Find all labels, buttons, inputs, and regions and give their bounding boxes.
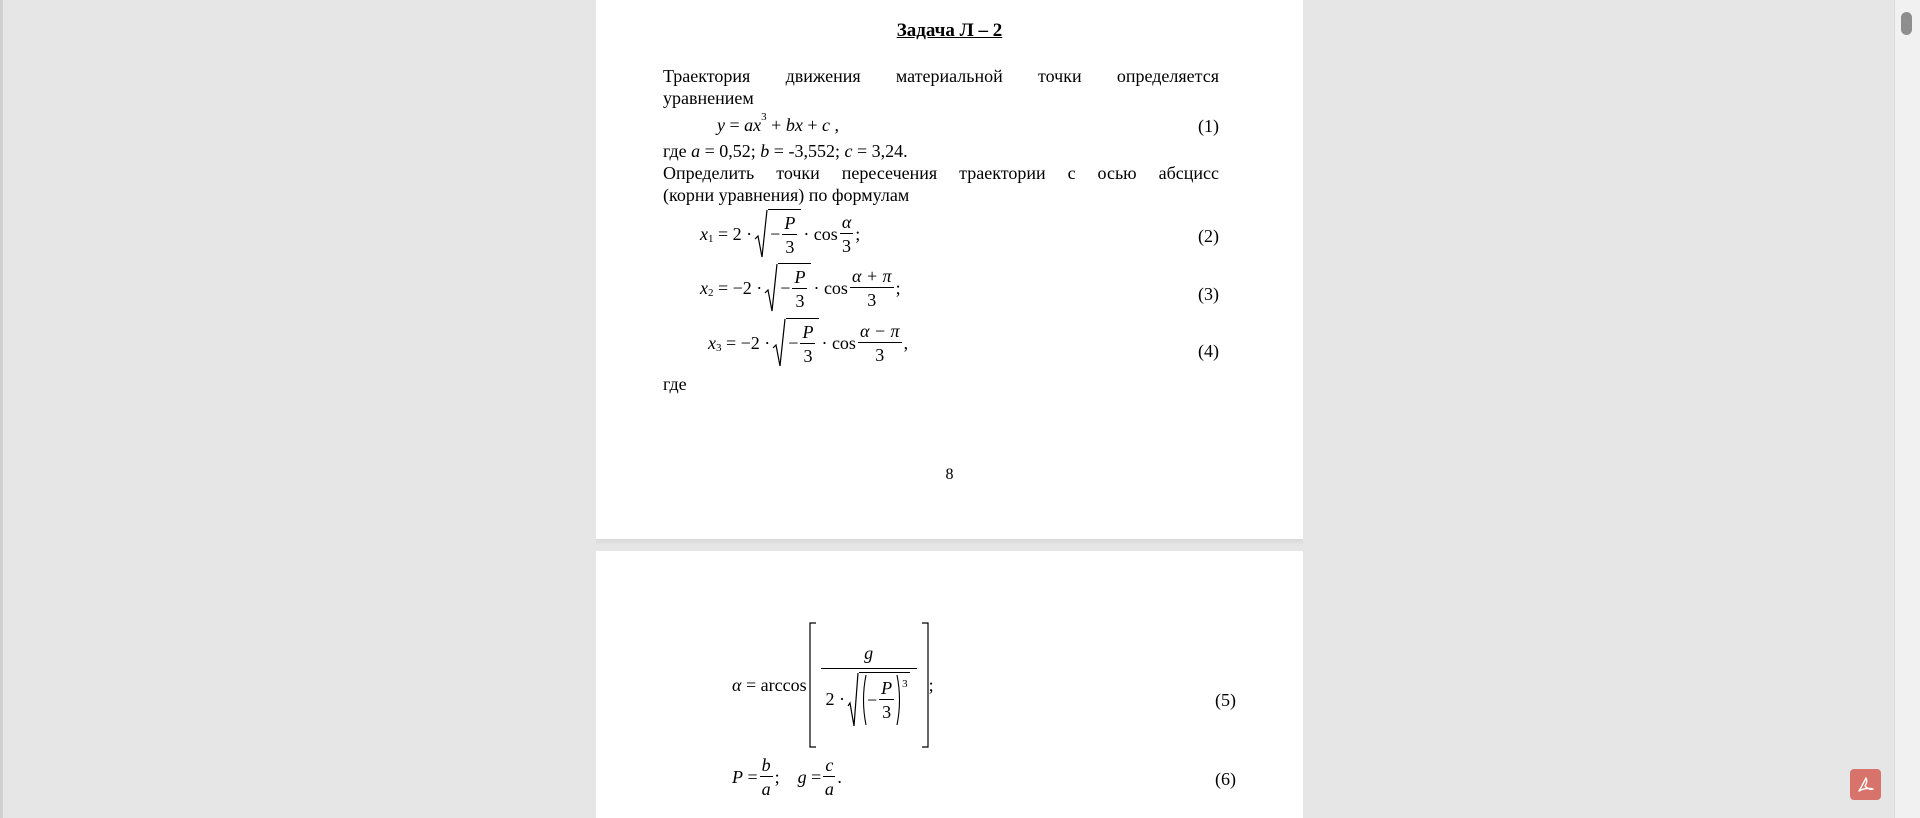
radical-sign-icon [754, 209, 768, 259]
eq4-tail: , [903, 332, 909, 353]
equation-1-number: (1) [1198, 116, 1219, 136]
eq4-sub: 3 [716, 342, 722, 354]
eq2-cos: · cos [803, 223, 838, 244]
equation-3-number: (3) [1198, 284, 1219, 304]
eq2-lhs: = 2 · [718, 223, 753, 244]
intro-line-2: уравнением [663, 88, 754, 108]
param-c-symbol: c [844, 141, 853, 161]
equation-6 [732, 751, 842, 803]
eq5-exp: 3 [902, 678, 908, 690]
eq5-P: P [881, 678, 893, 698]
eq1-tail: , [834, 115, 839, 135]
definition-line-1: Определить точки пересечения траектории с осью абсцисс [663, 163, 1219, 183]
eq5-tail: ; [928, 674, 934, 695]
eq6-a2: a [824, 779, 834, 799]
param-c-value: = 3,24. [856, 141, 908, 161]
eq5-lhs: = arccos [745, 674, 807, 695]
eq4-x: x [708, 332, 716, 353]
eq6-sep: ; [774, 766, 780, 787]
radical-sign-icon [847, 672, 859, 728]
eq2-tail: ; [855, 223, 861, 244]
intro-line-1: Траектория движения материальной точки определяется [663, 66, 1219, 86]
document-page-1 [596, 0, 1303, 539]
eq1-plus1: + [771, 115, 782, 135]
eq2-minus: − [770, 224, 781, 244]
eq5-two: 2 · [825, 689, 845, 709]
eq3-P: P [794, 266, 806, 287]
eq1-x: x [753, 115, 762, 135]
eq1-exp: 3 [761, 110, 767, 123]
eq3-lhs: = −2 · [718, 277, 763, 298]
equation-6-number: (6) [1215, 769, 1236, 789]
param-b-symbol: b [760, 141, 770, 161]
eq4-three: 3 [803, 345, 813, 366]
eq2-x: x [700, 223, 708, 244]
eq6-P: P [732, 766, 743, 787]
eq4-lhs: = −2 · [726, 332, 771, 353]
eq3-numerator: α + π [851, 266, 892, 286]
eq3-cos: · cos [813, 277, 848, 298]
right-bracket-icon [921, 622, 929, 748]
eq1-y: y [717, 115, 725, 135]
document-page-2 [596, 551, 1303, 818]
eq2-P: P [784, 212, 796, 233]
eq6-eq: = [747, 766, 758, 787]
eq5-g: g [864, 642, 874, 663]
equation-1 [717, 110, 839, 136]
eq5-sqrt [847, 672, 910, 728]
eq4-sqrt [772, 318, 819, 368]
eq3-sub: 2 [708, 287, 714, 299]
eq2-three: 3 [785, 236, 795, 257]
pdf-icon[interactable] [1850, 769, 1881, 800]
eq1-plus2: + [807, 115, 818, 135]
eq4-numerator: α − π [859, 321, 900, 341]
eq5-bracket-group [809, 622, 929, 748]
eq3-x: x [700, 277, 708, 298]
eq6-a: a [761, 779, 771, 799]
definition-line-2: (корни уравнения) по формулам [663, 185, 910, 205]
equation-4 [708, 318, 908, 368]
params-where: где [663, 141, 687, 161]
page-number: 8 [945, 466, 954, 483]
eq1-c: c [821, 115, 830, 135]
eq3-sqrt [764, 263, 811, 313]
equation-5-number: (5) [1215, 690, 1236, 710]
param-a-value: = 0,52; [704, 141, 756, 161]
eq4-three2: 3 [875, 345, 885, 365]
eq4-P: P [802, 321, 814, 342]
eq6-tail: . [837, 766, 842, 787]
eq6-b: b [761, 755, 771, 775]
eq1-x2: x [794, 115, 803, 135]
eq3-minus: − [780, 278, 791, 298]
task-title: Задача Л – 2 [896, 20, 1003, 41]
param-a-symbol: a [691, 141, 701, 161]
where-label: где [663, 374, 687, 394]
eq1-b: b [785, 115, 795, 135]
eq2-sub: 1 [708, 233, 714, 245]
eq6-eq2: = [811, 766, 822, 787]
eq6-g: g [797, 766, 807, 787]
eq4-minus: − [788, 333, 799, 353]
equation-3 [700, 263, 901, 313]
eq1-a: a [744, 115, 754, 135]
eq6-c: c [825, 755, 834, 775]
radical-sign-icon [764, 263, 778, 313]
equation-2 [700, 209, 860, 259]
eq5-minus: − [867, 689, 878, 710]
radical-sign-icon [772, 318, 786, 368]
eq1-eq: = [729, 115, 740, 135]
eq2-sqrt [754, 209, 801, 259]
vertical-scrollbar[interactable] [1894, 0, 1920, 818]
eq3-three: 3 [795, 290, 805, 311]
equation-5 [732, 621, 934, 749]
eq2-three2: 3 [842, 236, 852, 256]
scrollbar-thumb[interactable] [1901, 12, 1912, 35]
eq2-alpha: α [841, 212, 852, 232]
eq5-alpha: α [732, 674, 742, 695]
param-b-value: = -3,552; [773, 141, 840, 161]
equation-2-number: (2) [1198, 226, 1219, 246]
eq3-three2: 3 [867, 290, 877, 310]
viewer-left-edge [0, 0, 3, 818]
eq5-three: 3 [882, 702, 892, 722]
eq4-cos: · cos [821, 332, 856, 353]
equation-4-number: (4) [1198, 341, 1219, 361]
acrobat-icon [1856, 775, 1876, 795]
parameters-line [663, 140, 1219, 162]
eq3-tail: ; [895, 277, 901, 298]
page-gap-shadow [596, 539, 1303, 545]
left-bracket-icon [809, 622, 817, 748]
